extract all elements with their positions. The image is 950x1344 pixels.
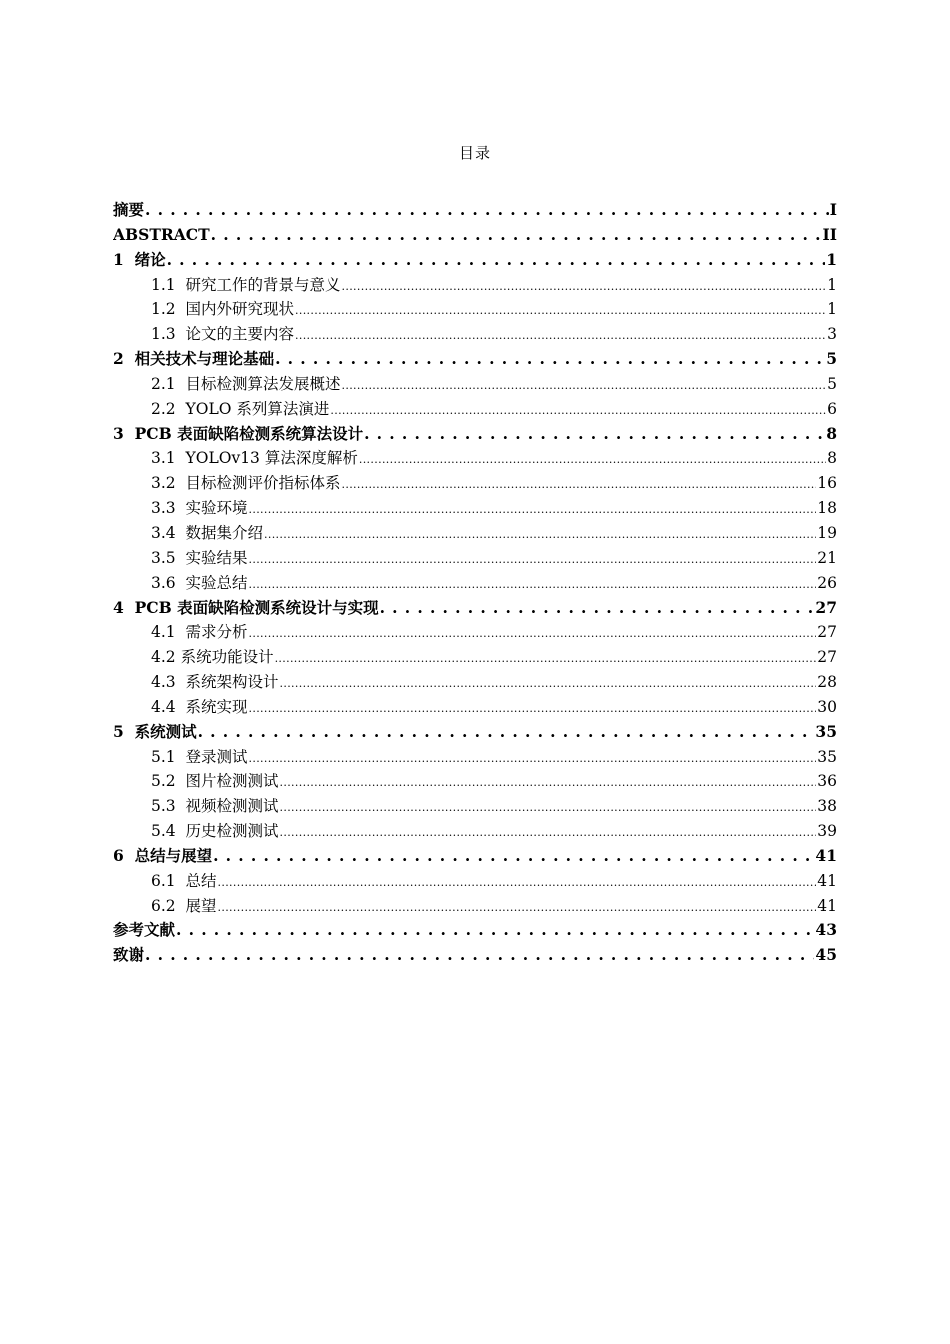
toc-section-entry[interactable] [113,695,837,720]
toc-entry-page-number: II [822,224,837,244]
toc-entry-label: 4.4 系统实现 [151,697,248,716]
toc-entry-label: 3.2 目标检测评价指标体系 [151,474,341,493]
toc-dot-leader [145,943,814,968]
toc-dot-leader [213,844,814,869]
toc-dot-leader [249,571,817,596]
toc-entry-page-number: 1 [826,249,837,269]
toc-entry-label: 3.3 实验环境 [151,499,248,518]
toc-entry-page-number: 38 [817,797,837,816]
toc-entry-label: 3.4 数据集介绍 [151,523,264,542]
toc-entry-page-number: 43 [815,920,837,940]
toc-entry-page-number: 41 [817,871,837,890]
toc-entry-label: 5.4 历史检测测试 [151,822,279,841]
toc-chapter-entry[interactable] [113,844,837,869]
toc-dot-leader [249,695,817,720]
toc-entry-label: 2.2 YOLO 系列算法演进 [151,399,330,418]
toc-section-entry[interactable] [113,521,837,546]
toc-entry-label: 4.1 需求分析 [151,623,248,642]
toc-dot-leader [275,347,825,372]
toc-entry-label: 3.5 实验结果 [151,548,248,567]
toc-entry-page-number: 3 [827,325,837,344]
toc-dot-leader [342,273,827,298]
toc-entry-page-number: 21 [817,548,837,567]
toc-section-entry[interactable] [113,471,837,496]
toc-chapter-entry[interactable] [113,720,837,745]
toc-entry-label: 3.1 YOLOv13 算法深度解析 [151,449,358,468]
toc-chapter-entry[interactable] [113,918,837,943]
toc-entry-page-number: 41 [817,896,837,915]
toc-dot-leader [295,297,826,322]
toc-entry-page-number: 1 [827,300,837,319]
toc-entry-page-number: 8 [827,449,837,468]
toc-section-entry[interactable] [113,869,837,894]
toc-section-entry[interactable] [113,745,837,770]
toc-dot-leader [342,372,827,397]
toc-entry-label: 6.2 展望 [151,896,217,915]
toc-dot-leader [264,521,816,546]
toc-entry-page-number: 26 [817,573,837,592]
toc-dot-leader [249,496,817,521]
toc-dot-leader [380,596,815,621]
toc-entry-page-number: 35 [815,721,837,741]
toc-entry-page-number: I [829,200,837,219]
toc-dot-leader [280,769,817,794]
toc-entry-page-number: 5 [827,374,837,393]
toc-entry-label: 致谢 [113,945,145,965]
toc-section-entry[interactable] [113,496,837,521]
toc-dot-leader [198,720,815,745]
toc-entry-page-number: 27 [815,597,837,617]
toc-dot-leader [275,645,817,670]
toc-section-entry[interactable] [113,322,837,347]
toc-dot-leader [218,894,817,919]
toc-entry-label: 2.1 目标检测算法发展概述 [151,374,341,393]
toc-dot-leader [218,869,817,894]
toc-dot-leader [167,248,826,273]
toc-entry-page-number: 6 [827,399,837,418]
toc-entry-label: 4.2 系统功能设计 [151,648,274,667]
toc-entry-page-number: 45 [815,945,837,965]
toc-chapter-entry[interactable] [113,347,837,372]
toc-entry-label: 1.1 研究工作的背景与意义 [151,275,341,294]
toc-section-entry[interactable] [113,273,837,298]
toc-entry-label: 5.3 视频检测测试 [151,797,279,816]
toc-chapter-entry[interactable] [113,223,837,248]
toc-entry-label: 6 总结与展望 [113,845,213,865]
toc-entry-label: 3 PCB 表面缺陷检测系统算法设计 [113,423,364,443]
toc-section-entry[interactable] [113,794,837,819]
toc-dot-leader [359,446,826,471]
toc-dot-leader [249,546,817,571]
toc-entry-page-number: 19 [817,523,837,542]
toc-entry-label: 3.6 实验总结 [151,573,248,592]
toc-chapter-entry[interactable] [113,422,837,447]
toc-dot-leader [280,670,817,695]
toc-entry-page-number: 1 [827,275,837,294]
toc-section-entry[interactable] [113,372,837,397]
toc-entry-page-number: 18 [817,499,837,518]
toc-entry-page-number: 27 [817,623,837,642]
toc-entry-label: 5.2 图片检测测试 [151,772,279,791]
toc-dot-leader [280,794,817,819]
toc-list [113,198,837,968]
toc-dot-leader [342,471,817,496]
toc-section-entry[interactable] [113,894,837,919]
toc-section-entry[interactable] [113,297,837,322]
toc-dot-leader [295,322,826,347]
toc-entry-label: 4 PCB 表面缺陷检测系统设计与实现 [113,597,379,617]
toc-section-entry[interactable] [113,546,837,571]
toc-entry-label: 5.1 登录测试 [151,747,248,766]
toc-title: 目录 [458,144,491,162]
toc-entry-label: 5 系统测试 [113,721,197,741]
toc-entry-page-number: 27 [817,648,837,667]
toc-dot-leader [249,745,817,770]
toc-entry-page-number: 5 [826,349,837,369]
toc-entry-label: 1.3 论文的主要内容 [151,325,295,344]
toc-section-entry[interactable] [113,645,837,670]
toc-section-entry[interactable] [113,670,837,695]
toc-section-entry[interactable] [113,819,837,844]
toc-entry-label: 参考文献 [113,920,176,940]
toc-chapter-entry[interactable] [113,943,837,968]
toc-chapter-entry[interactable] [113,198,837,223]
toc-entry-page-number: 8 [826,423,837,443]
toc-section-entry[interactable] [113,620,837,645]
toc-entry-label: 2 相关技术与理论基础 [113,349,275,369]
toc-section-entry[interactable] [113,446,837,471]
toc-dot-leader [364,422,825,447]
toc-entry-page-number: 28 [817,673,837,692]
toc-entry-page-number: 35 [817,747,837,766]
toc-entry-page-number: 41 [815,845,837,865]
toc-entry-page-number: 16 [817,474,837,493]
toc-chapter-entry[interactable] [113,248,837,273]
toc-entry-page-number: 30 [817,697,837,716]
toc-entry-page-number: 39 [817,822,837,841]
toc-entry-label: 摘要 [113,200,145,219]
toc-dot-leader [330,397,826,422]
toc-section-entry[interactable] [113,769,837,794]
toc-entry-label: 6.1 总结 [151,871,217,890]
toc-entry-label: 1.2 国内外研究现状 [151,300,295,319]
toc-entry-label: ABSTRACT [113,224,210,244]
toc-section-entry[interactable] [113,397,837,422]
toc-dot-leader [211,223,822,248]
toc-dot-leader [145,198,829,223]
toc-chapter-entry[interactable] [113,596,837,621]
toc-dot-leader [280,819,817,844]
toc-section-entry[interactable] [113,571,837,596]
toc-dot-leader [249,620,817,645]
toc-entry-page-number: 36 [817,772,837,791]
toc-dot-leader [176,918,814,943]
toc-entry-label: 1 绪论 [113,249,166,269]
toc-entry-label: 4.3 系统架构设计 [151,673,279,692]
